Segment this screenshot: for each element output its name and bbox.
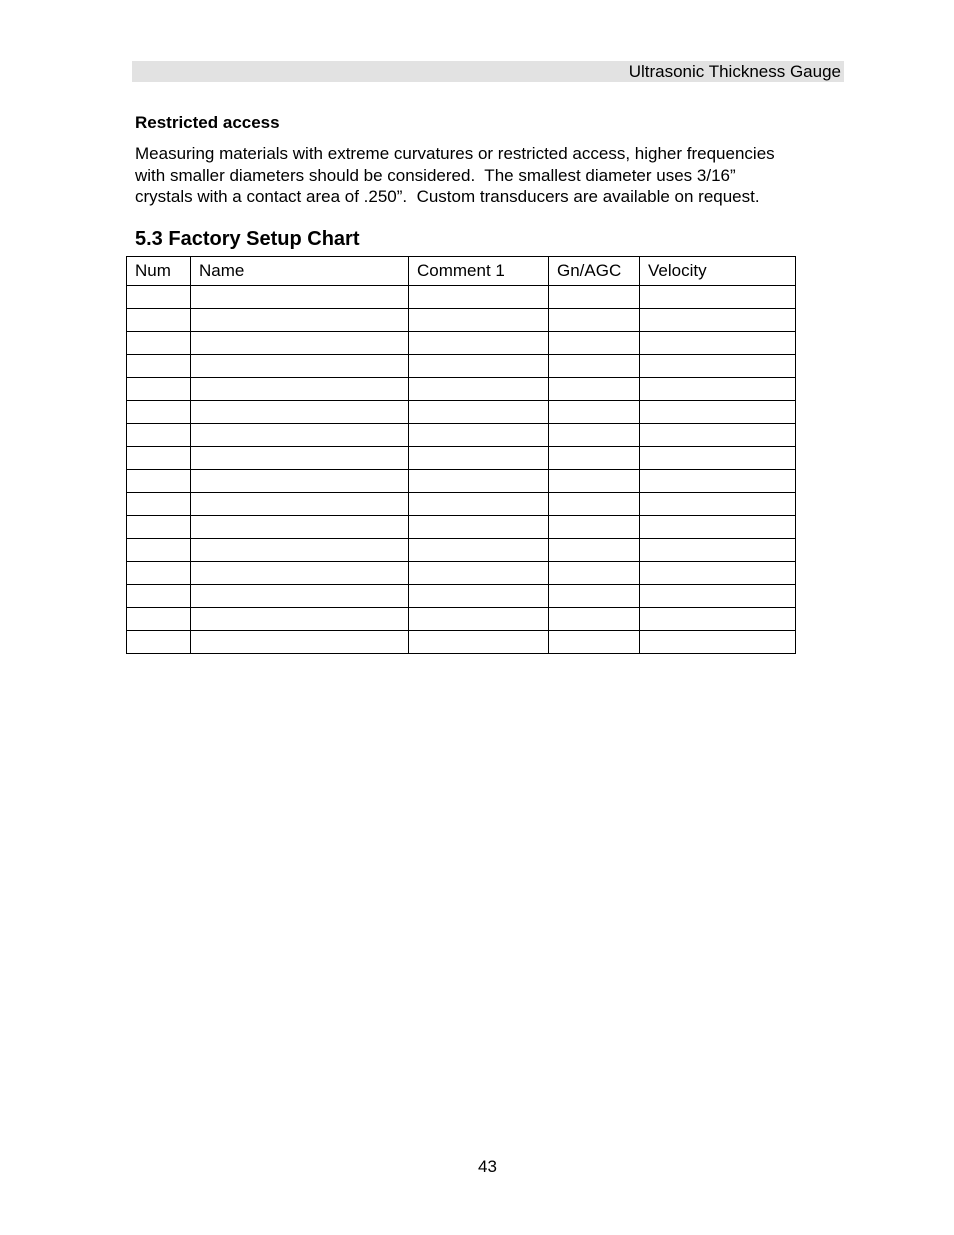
table-cell: [409, 286, 549, 309]
table-cell: [191, 401, 409, 424]
table-cell: [640, 378, 796, 401]
table-cell: [127, 493, 191, 516]
table-cell: [549, 562, 640, 585]
table-cell: [549, 424, 640, 447]
body-paragraph: [135, 143, 855, 208]
table-cell: [127, 539, 191, 562]
table-cell: [409, 401, 549, 424]
table-cell: [549, 516, 640, 539]
table-cell: [549, 378, 640, 401]
table-cell: [409, 608, 549, 631]
table-row: [127, 493, 796, 516]
table-row: [127, 355, 796, 378]
table-row: [127, 608, 796, 631]
table-cell: [409, 493, 549, 516]
table-cell: [549, 309, 640, 332]
table-cell: [191, 562, 409, 585]
table-cell: [127, 378, 191, 401]
table-row: [127, 447, 796, 470]
table-cell: [191, 585, 409, 608]
table-cell: [409, 378, 549, 401]
running-header: [132, 61, 844, 82]
table-row: [127, 585, 796, 608]
table-row: [127, 332, 796, 355]
table-cell: [191, 470, 409, 493]
table-cell: [549, 355, 640, 378]
column-header-gain: Gn/AGC: [549, 257, 640, 286]
table-cell: [191, 424, 409, 447]
table-cell: [191, 286, 409, 309]
paragraph-line: with smaller diameters should be considered. The smallest diameter uses 3/16”: [135, 165, 736, 185]
table-cell: [640, 286, 796, 309]
table-cell: [640, 332, 796, 355]
running-header-title: Ultrasonic Thickness Gauge: [628, 62, 841, 81]
table-cell: [549, 608, 640, 631]
paragraph-line: Measuring materials with extreme curvatures or restricted access, higher frequencies: [135, 144, 775, 163]
table-cell: [127, 332, 191, 355]
table-row: [127, 401, 796, 424]
table-row: [127, 378, 796, 401]
table-cell: [409, 355, 549, 378]
table-cell: [127, 631, 191, 654]
table-header-row: [127, 257, 796, 286]
table-cell: [191, 631, 409, 654]
table-cell: [409, 447, 549, 470]
table-row: [127, 539, 796, 562]
table-cell: [640, 585, 796, 608]
column-header-velocity: Velocity: [640, 257, 796, 286]
table-cell: [191, 355, 409, 378]
table-cell: [409, 585, 549, 608]
table-cell: [127, 309, 191, 332]
table-cell: [640, 562, 796, 585]
table-cell: [549, 447, 640, 470]
table-cell: [409, 332, 549, 355]
table-cell: [191, 493, 409, 516]
table-cell: [127, 424, 191, 447]
table-cell: [549, 539, 640, 562]
table-cell: [409, 470, 549, 493]
table-cell: [640, 493, 796, 516]
table-cell: [640, 355, 796, 378]
table-row: [127, 562, 796, 585]
table-cell: [191, 447, 409, 470]
table-cell: [640, 631, 796, 654]
table-cell: [409, 309, 549, 332]
table-cell: [127, 608, 191, 631]
table-cell: [409, 562, 549, 585]
table-cell: [549, 631, 640, 654]
table-cell: [549, 493, 640, 516]
table-cell: [640, 309, 796, 332]
table-cell: [191, 309, 409, 332]
factory-setup-table: [126, 256, 796, 654]
table-row: [127, 470, 796, 493]
table-cell: [127, 516, 191, 539]
table-cell: [127, 470, 191, 493]
column-header-name: Name: [191, 257, 409, 286]
table-cell: [191, 332, 409, 355]
table-cell: [549, 585, 640, 608]
table-cell: [640, 401, 796, 424]
table-cell: [549, 286, 640, 309]
table-cell: [191, 378, 409, 401]
chart-heading: 5.3 Factory Setup Chart: [135, 228, 360, 250]
table-cell: [640, 539, 796, 562]
column-header-num: Num: [127, 257, 191, 286]
table-cell: [640, 424, 796, 447]
section-heading: Restricted access: [135, 113, 280, 132]
table-cell: [191, 516, 409, 539]
table-cell: [127, 447, 191, 470]
table-cell: [549, 470, 640, 493]
table-row: [127, 631, 796, 654]
table-cell: [127, 562, 191, 585]
table-row: [127, 424, 796, 447]
table-row: [127, 286, 796, 309]
table-cell: [640, 608, 796, 631]
table-cell: [549, 401, 640, 424]
table-cell: [409, 539, 549, 562]
table-cell: [409, 424, 549, 447]
table-cell: [127, 585, 191, 608]
table-cell: [640, 447, 796, 470]
table-cell: [127, 286, 191, 309]
table-cell: [549, 332, 640, 355]
table-cell: [191, 539, 409, 562]
table-body: [127, 286, 796, 654]
table-cell: [409, 516, 549, 539]
table-cell: [127, 401, 191, 424]
table-cell: [127, 355, 191, 378]
column-header-comment: Comment 1: [409, 257, 549, 286]
page-number: 43: [478, 1157, 497, 1176]
table-row: [127, 516, 796, 539]
table-cell: [191, 608, 409, 631]
table-cell: [640, 516, 796, 539]
table-cell: [409, 631, 549, 654]
table-row: [127, 309, 796, 332]
table-cell: [640, 470, 796, 493]
paragraph-line: crystals with a contact area of .250”. Custom transducers are available on request.: [135, 187, 760, 206]
